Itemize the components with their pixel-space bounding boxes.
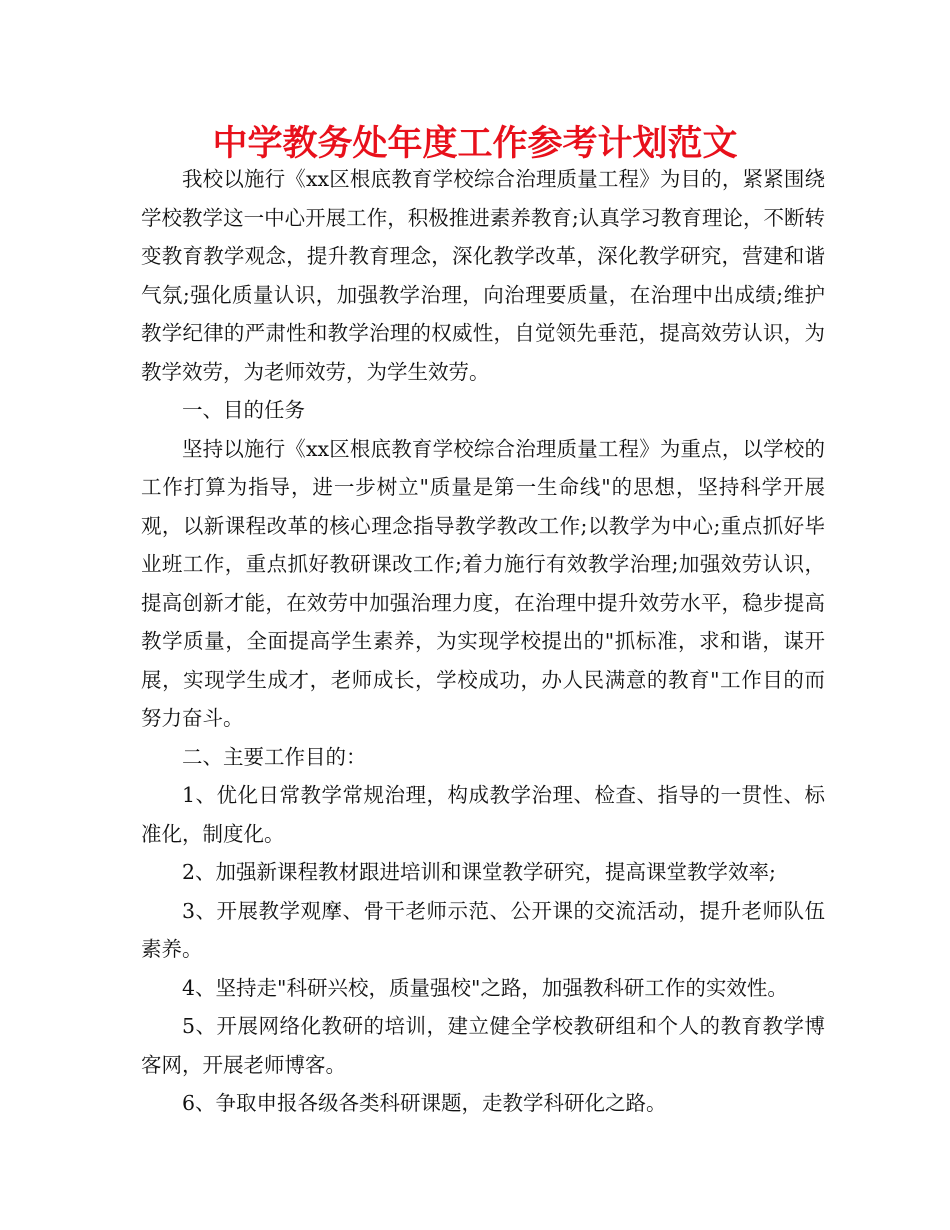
paragraph-intro: 我校以施行《xx区根底教育学校综合治理质量工程》为目的，紧紧围绕学校教学这一中心开展工作，积极推进素养教育;认真学习教育理论，不断转变教育教学观念，提升教育理念，深化教学改革，深化教学研究，营建和谐气氛;强化质量认识，加强教学治理，向治理要质量，在治理中出成绩;维护教学纪律的严肃性和教学治理的权威性，自觉领先垂范，提高效劳认识，为教学效劳，为老师效劳，为学生效劳。: [141, 167, 825, 384]
heading-main-goals: 二、主要工作目的：: [182, 744, 367, 769]
list-item-goal-4: 4、坚持走"科研兴校，质量强校"之路，加强教科研工作的实效性。: [182, 975, 788, 1000]
list-item-goal-5: 5、开展网络化教研的培训，建立健全学校教研组和个人的教育教学博客网，开展老师博客。: [141, 1014, 825, 1077]
list-item-goal-1: 1、优化日常教学常规治理，构成教学治理、检查、指导的一贯性、标准化，制度化。: [141, 783, 825, 846]
heading-goals-tasks: 一、目的任务: [182, 398, 305, 422]
document-body: [141, 160, 825, 1123]
paragraph-goals-tasks: 坚持以施行《xx区根底教育学校综合治理质量工程》为重点，以学校的工作打算为指导，进一步树立"质量是第一生命线"的思想，坚持科学开展观，以新课程改革的核心理念指导教学教改工作;以教学为中心;重点抓好毕业班工作，重点抓好教研课改工作;着力施行有效教学治理;加强效劳认识，提高创新才能，在效劳中加强治理力度，在治理中提升效劳水平，稳步提高教学质量，全面提高学生素养，为实现学校提出的"抓标准，求和谐，谋开展，实现学生成才，老师成长，学校成功，办人民满意的教育"工作目的而努力奋斗。: [141, 436, 825, 730]
list-item-goal-2: 2、加强新课程教材跟进培训和课堂教学研究，提高课堂教学效率;: [182, 860, 776, 884]
document-title: 中学教务处年度工作参考计划范文: [212, 124, 738, 164]
list-item-goal-6: 6、争取申报各级各类科研课题，走教学科研化之路。: [182, 1091, 667, 1115]
list-item-goal-3: 3、开展教学观摩、骨干老师示范、公开课的交流活动，提升老师队伍素养。: [141, 898, 825, 961]
